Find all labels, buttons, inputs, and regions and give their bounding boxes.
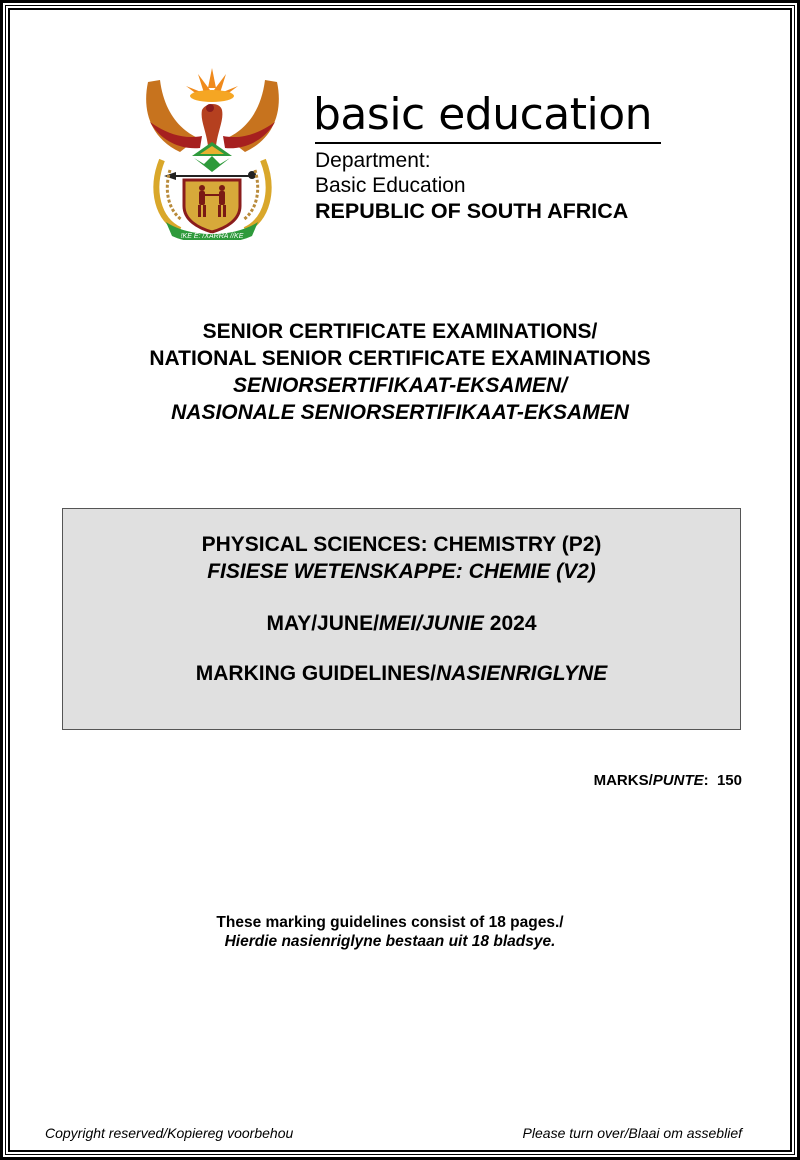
- session-af: MEI/JUNIE: [378, 612, 484, 635]
- doc-type-af: NASIENRIGLYNE: [436, 662, 608, 685]
- brand-title: basic education: [313, 89, 653, 140]
- coat-of-arms-icon: [140, 60, 285, 240]
- document-type: [63, 660, 740, 687]
- exam-line-3: SENIORSERTIFIKAAT-EKSAMEN/: [232, 374, 568, 397]
- page-count-en: These marking guidelines consist of 18 pages./: [216, 914, 564, 931]
- page-count-af: Hierdie nasienriglyne bestaan uit 18 bladsye.: [224, 933, 556, 950]
- marks-label-af: PUNTE: [652, 772, 704, 789]
- brand-rule: [315, 142, 661, 144]
- subject-title-en: PHYSICAL SCIENCES: CHEMISTRY (P2): [201, 533, 602, 556]
- exam-line-1: SENIOR CERTIFICATE EXAMINATIONS/: [202, 320, 598, 343]
- department-name: Basic Education: [315, 174, 466, 197]
- total-marks: [594, 772, 742, 789]
- marks-separator: :: [703, 772, 717, 789]
- exam-line-2: NATIONAL SENIOR CERTIFICATE EXAMINATIONS: [149, 347, 651, 370]
- department-label: Department:: [315, 149, 431, 172]
- doc-type-en: MARKING GUIDELINES/: [195, 662, 437, 685]
- exam-heading: [0, 318, 800, 426]
- exam-session: [63, 610, 740, 637]
- country-name: REPUBLIC OF SOUTH AFRICA: [315, 199, 629, 223]
- subject-title-af: FISIESE WETENSKAPPE: CHEMIE (V2): [207, 560, 596, 583]
- footer-turn-over: Please turn over/Blaai om asseblief: [522, 1125, 742, 1141]
- footer-copyright: Copyright reserved/Kopiereg voorbehou: [45, 1125, 294, 1141]
- subject-box: [62, 508, 741, 730]
- marks-value: 150: [716, 772, 742, 789]
- session-year: 2024: [483, 612, 537, 635]
- crest-motto: !KE E: /XARRA //KE: [180, 233, 244, 240]
- marks-label-en: MARKS/: [593, 772, 653, 789]
- exam-line-4: NASIONALE SENIORSERTIFIKAAT-EKSAMEN: [171, 401, 629, 424]
- session-en: MAY/JUNE/: [266, 612, 379, 635]
- page-count-note: [0, 913, 780, 951]
